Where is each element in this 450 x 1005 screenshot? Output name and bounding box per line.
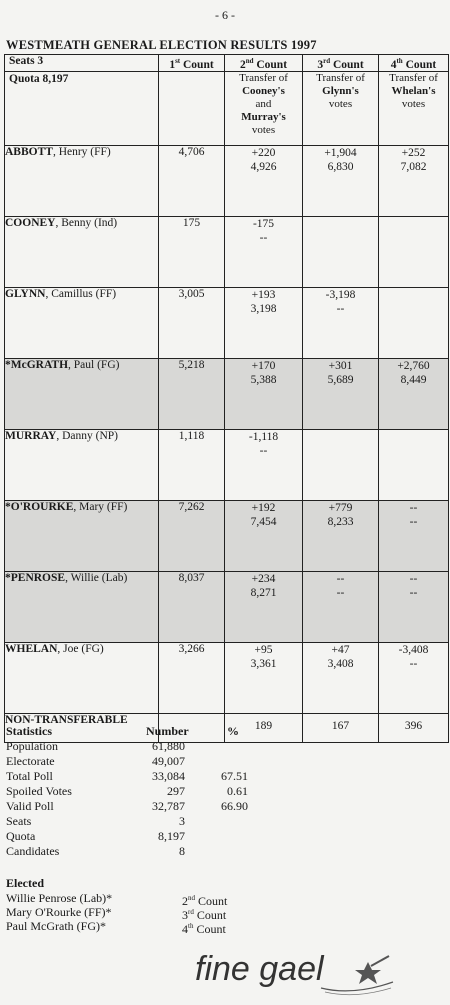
non-transferable-2: 189 xyxy=(225,713,303,742)
stat-percent: 0.61 xyxy=(227,784,248,798)
candidate-rows xyxy=(5,145,449,713)
empty-cell xyxy=(159,71,225,145)
stat-label: Total Poll xyxy=(6,769,53,783)
running-total: 8,449 xyxy=(400,373,427,386)
stat-number: 33,084 xyxy=(152,769,185,783)
transfer-change: +192 xyxy=(251,501,276,514)
seats-label: Seats 3 xyxy=(5,55,159,72)
non-transferable-label: NON-TRANSFERABLE xyxy=(5,713,159,742)
elected-count: 3rd Count xyxy=(182,908,227,922)
running-total: -- xyxy=(409,657,418,670)
running-total: 3,408 xyxy=(327,657,354,670)
c4-transfer-cell xyxy=(379,571,449,642)
running-total xyxy=(303,231,378,245)
stat-percent: 66.90 xyxy=(221,799,248,813)
candidate-row xyxy=(5,287,449,358)
first-count-votes: 175 xyxy=(159,216,225,287)
c4-transfer-cell xyxy=(379,216,449,287)
transfer-header-row xyxy=(5,71,449,145)
transfer-change: +170 xyxy=(251,359,276,372)
elected-row xyxy=(6,905,227,922)
c4-transfer-cell xyxy=(379,429,449,500)
first-count-votes: 1,118 xyxy=(159,429,225,500)
stat-percent: 67.51 xyxy=(221,769,248,783)
candidate-name: COONEY, Benny (Ind) xyxy=(5,216,159,287)
candidate-name: *McGRATH, Paul (FG) xyxy=(5,358,159,429)
stat-number: 3 xyxy=(179,814,185,828)
statistics-row xyxy=(6,844,248,859)
transfer-change: +95 xyxy=(254,643,273,656)
stat-number: 32,787 xyxy=(152,799,185,813)
statistics-section xyxy=(6,724,248,859)
count-header-2: 2nd Count xyxy=(225,55,303,72)
elected-name: Willie Penrose (Lab)* xyxy=(6,891,113,905)
stat-label: Electorate xyxy=(6,754,55,768)
logo-text: fine gael xyxy=(195,950,324,988)
statistics-row xyxy=(6,814,248,829)
elected-rows xyxy=(6,891,228,936)
stat-number: 8 xyxy=(179,844,185,858)
elected-row xyxy=(6,891,228,908)
results-table xyxy=(4,54,449,743)
stat-label: Candidates xyxy=(6,844,60,858)
fine-gael-logo xyxy=(193,948,398,1005)
running-total: -- xyxy=(336,302,345,315)
candidate-row xyxy=(5,642,449,713)
transfer-change: +301 xyxy=(328,359,353,372)
first-count-votes: 7,262 xyxy=(159,500,225,571)
first-count-votes: 4,706 xyxy=(159,145,225,216)
transfer-change: +2,760 xyxy=(397,359,430,372)
c3-transfer-cell xyxy=(303,216,379,287)
transfer-change: -3,408 xyxy=(398,643,429,656)
c2-transfer-cell xyxy=(225,145,303,216)
transfer-desc-3: Transfer of Glynn's votes xyxy=(303,71,379,145)
pct-heading: % xyxy=(227,724,239,738)
stat-number: 8,197 xyxy=(158,829,185,843)
running-total xyxy=(303,444,378,458)
running-total: -- xyxy=(409,515,418,528)
c2-transfer-cell xyxy=(225,571,303,642)
candidate-row xyxy=(5,216,449,287)
page-number: - 6 - xyxy=(215,8,235,22)
running-total: 7,454 xyxy=(250,515,277,528)
elected-section xyxy=(6,876,228,936)
running-total: 3,361 xyxy=(250,657,277,670)
stat-percent xyxy=(185,829,248,844)
statistics-rows xyxy=(6,739,248,859)
c2-transfer-cell xyxy=(225,287,303,358)
running-total: -- xyxy=(259,444,268,457)
stat-label: Seats xyxy=(6,814,32,828)
transfer-desc-4: Transfer of Whelan's votes xyxy=(379,71,449,145)
c2-transfer-cell xyxy=(225,216,303,287)
transfer-change: +220 xyxy=(251,146,276,159)
transfer-change xyxy=(379,217,448,231)
count-header-row xyxy=(5,55,449,72)
running-total: -- xyxy=(409,586,418,599)
transfer-change xyxy=(303,217,378,231)
c3-transfer-cell xyxy=(303,287,379,358)
transfer-change: -3,198 xyxy=(325,288,356,301)
stat-number: 297 xyxy=(167,784,185,798)
first-count-votes: 5,218 xyxy=(159,358,225,429)
elected-name: Paul McGrath (FG)* xyxy=(6,919,106,933)
running-total xyxy=(379,302,448,316)
first-count-votes: 3,005 xyxy=(159,287,225,358)
elected-heading: Elected xyxy=(6,876,44,890)
running-total: 8,271 xyxy=(250,586,277,599)
candidate-name: ABBOTT, Henry (FF) xyxy=(5,145,159,216)
running-total: 4,926 xyxy=(250,160,277,173)
transfer-change: -- xyxy=(409,572,418,585)
running-total: 5,388 xyxy=(250,373,277,386)
c3-transfer-cell xyxy=(303,500,379,571)
statistics-row xyxy=(6,784,248,799)
c4-transfer-cell xyxy=(379,358,449,429)
transfer-change: -1,118 xyxy=(248,430,279,443)
count-header-4: 4th Count xyxy=(379,55,449,72)
candidate-name: *PENROSE, Willie (Lab) xyxy=(5,571,159,642)
transfer-desc-2: Transfer of Cooney's and Murray's votes xyxy=(225,71,303,145)
transfer-change xyxy=(303,430,378,444)
running-total xyxy=(379,231,448,245)
transfer-change xyxy=(379,430,448,444)
running-total: 5,689 xyxy=(327,373,354,386)
candidate-row xyxy=(5,429,449,500)
running-total: 6,830 xyxy=(327,160,354,173)
stat-number: 61,880 xyxy=(152,739,185,753)
non-transferable-4: 396 xyxy=(379,713,449,742)
stat-number: 49,007 xyxy=(152,754,185,768)
stat-label: Valid Poll xyxy=(6,799,54,813)
number-heading: Number xyxy=(146,724,189,738)
elected-count: 2nd Count xyxy=(182,894,228,908)
c3-transfer-cell xyxy=(303,642,379,713)
transfer-change: +252 xyxy=(401,146,426,159)
running-total: 8,233 xyxy=(327,515,354,528)
c3-transfer-cell xyxy=(303,358,379,429)
stat-label: Population xyxy=(6,739,59,753)
stat-percent xyxy=(185,739,248,754)
candidate-row xyxy=(5,500,449,571)
c4-transfer-cell xyxy=(379,145,449,216)
transfer-change: +47 xyxy=(331,643,350,656)
transfer-change: -- xyxy=(409,501,418,514)
first-count-votes: 8,037 xyxy=(159,571,225,642)
logo-star-icon xyxy=(355,956,389,984)
candidate-name: GLYNN, Camillus (FF) xyxy=(5,287,159,358)
elected-count: 4th Count xyxy=(182,922,226,936)
transfer-change: -- xyxy=(336,572,345,585)
c4-transfer-cell xyxy=(379,500,449,571)
quota-label: Quota 8,197 xyxy=(5,71,159,145)
statistics-heading: Statistics xyxy=(6,724,52,738)
statistics-row xyxy=(6,799,248,814)
candidate-name: MURRAY, Danny (NP) xyxy=(5,429,159,500)
running-total xyxy=(379,444,448,458)
running-total: 3,198 xyxy=(250,302,277,315)
c2-transfer-cell xyxy=(225,358,303,429)
non-transferable-3: 167 xyxy=(303,713,379,742)
candidate-row xyxy=(5,358,449,429)
statistics-row xyxy=(6,754,248,769)
transfer-change: +193 xyxy=(251,288,276,301)
candidate-name: *O'ROURKE, Mary (FF) xyxy=(5,500,159,571)
count-header-3: 3rd Count xyxy=(303,55,379,72)
c3-transfer-cell xyxy=(303,145,379,216)
statistics-header xyxy=(6,724,248,739)
fine-gael-logo-graphic xyxy=(193,948,398,1000)
candidate-row xyxy=(5,145,449,216)
candidate-name: WHELAN, Joe (FG) xyxy=(5,642,159,713)
elected-name: Mary O'Rourke (FF)* xyxy=(6,905,112,919)
c2-transfer-cell xyxy=(225,429,303,500)
statistics-row xyxy=(6,829,248,844)
transfer-change: +779 xyxy=(328,501,353,514)
c2-transfer-cell xyxy=(225,642,303,713)
transfer-change: -175 xyxy=(252,217,275,230)
stat-percent xyxy=(185,814,248,829)
first-count-votes: 3,266 xyxy=(159,642,225,713)
statistics-row xyxy=(6,739,248,754)
candidate-row xyxy=(5,571,449,642)
stat-percent xyxy=(185,754,248,769)
stat-label: Quota xyxy=(6,829,36,843)
c4-transfer-cell xyxy=(379,287,449,358)
c2-transfer-cell xyxy=(225,500,303,571)
stat-percent xyxy=(185,844,248,859)
transfer-change: +1,904 xyxy=(324,146,357,159)
running-total: -- xyxy=(259,231,268,244)
elected-row xyxy=(6,919,227,936)
transfer-change xyxy=(379,288,448,302)
c3-transfer-cell xyxy=(303,429,379,500)
c3-transfer-cell xyxy=(303,571,379,642)
stat-label: Spoiled Votes xyxy=(6,784,72,798)
running-total: -- xyxy=(336,586,345,599)
transfer-change: +234 xyxy=(251,572,276,585)
c4-transfer-cell xyxy=(379,642,449,713)
page-title: WESTMEATH GENERAL ELECTION RESULTS 1997 xyxy=(6,38,317,52)
running-total: 7,082 xyxy=(400,160,427,173)
count-header-1: 1st Count xyxy=(159,55,225,72)
statistics-row xyxy=(6,769,248,784)
